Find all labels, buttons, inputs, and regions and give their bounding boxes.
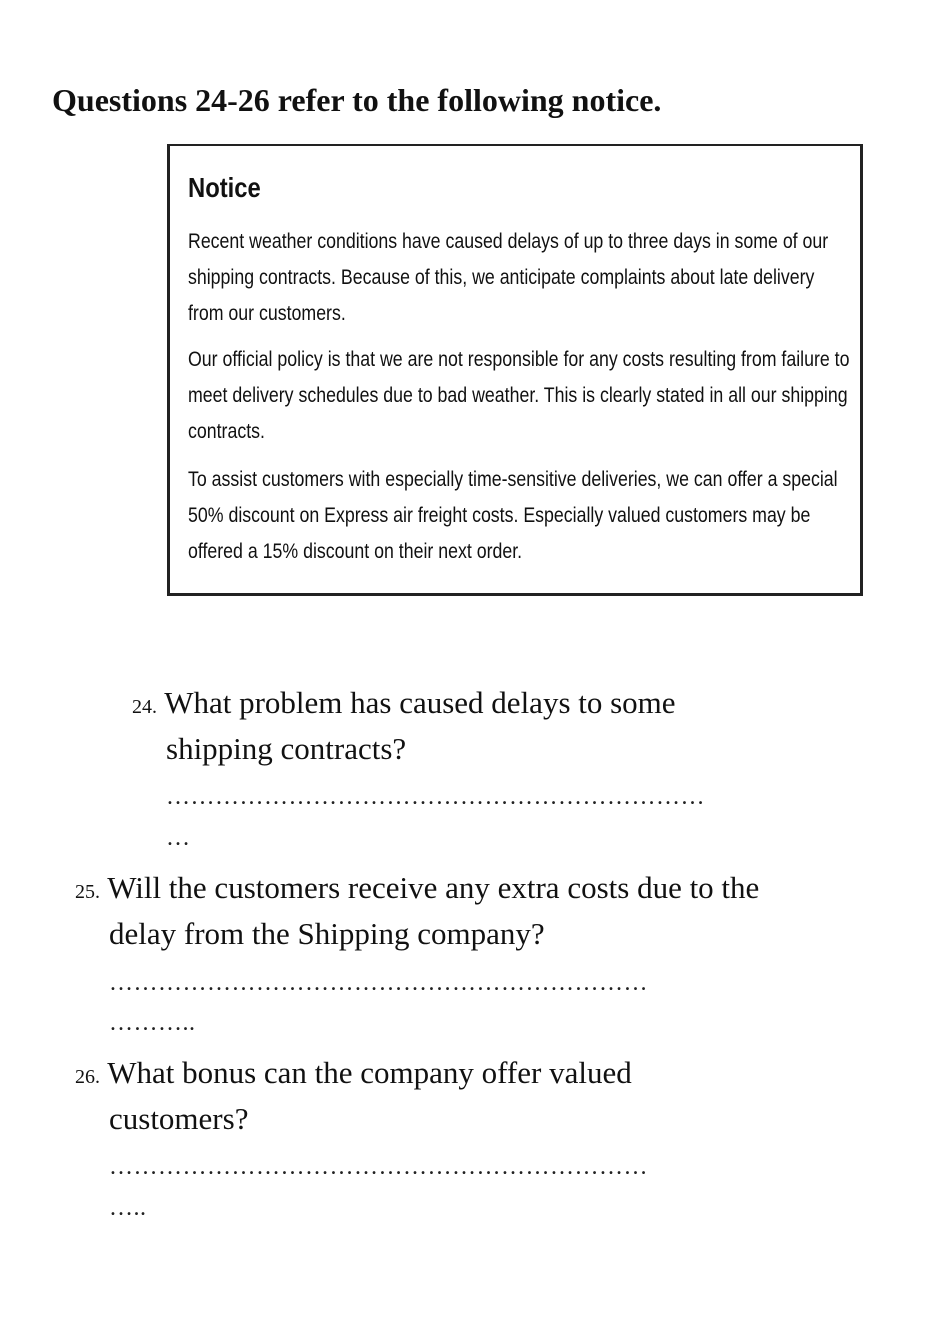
- answer-line-24-continued[interactable]: …: [166, 825, 191, 851]
- question-24-line-2: shipping contracts?: [166, 731, 407, 766]
- notice-box: [167, 144, 863, 596]
- question-26-line-1: [75, 1052, 632, 1098]
- notice-text-line: contracts.: [188, 420, 265, 443]
- notice-paragraph-2: [188, 342, 850, 450]
- question-text: What problem has caused delays to some: [164, 685, 676, 720]
- answer-line-25[interactable]: …………………………………………………………: [109, 970, 648, 996]
- answer-line-26-continued[interactable]: …..: [109, 1195, 147, 1221]
- answer-line-25-continued[interactable]: ………..: [109, 1010, 196, 1036]
- question-25-line-1: [75, 867, 759, 913]
- answer-line-26[interactable]: …………………………………………………………: [109, 1154, 648, 1180]
- question-number: 25.: [75, 881, 100, 903]
- notice-paragraph-1: [188, 224, 839, 332]
- question-25-line-2: delay from the Shipping company?: [109, 916, 545, 951]
- notice-text-line: 50% discount on Express air freight costs. Especially valued customers may be: [188, 504, 811, 527]
- notice-paragraph-3: [188, 462, 839, 570]
- notice-text-line: meet delivery schedules due to bad weather. This is clearly stated in all our shipping: [188, 384, 848, 407]
- question-26: [75, 1052, 632, 1139]
- question-24: [132, 682, 676, 769]
- notice-text-line: shipping contracts. Because of this, we anticipate complaints about late delivery: [188, 266, 815, 289]
- notice-text-line: from our customers.: [188, 302, 346, 325]
- answer-line-24[interactable]: …………………………………………………………: [166, 784, 705, 810]
- notice-text-line: Our official policy is that we are not responsible for any costs resulting from failure to: [188, 348, 850, 371]
- question-25: [75, 867, 759, 954]
- question-24-line-1: [132, 682, 676, 728]
- question-text: Will the customers receive any extra costs due to the: [107, 870, 760, 905]
- notice-title: Notice: [188, 172, 261, 203]
- question-number: 26.: [75, 1066, 100, 1088]
- notice-text-line: To assist customers with especially time-sensitive deliveries, we can offer a special: [188, 468, 838, 491]
- page-heading: Questions 24-26 refer to the following notice.: [52, 82, 662, 118]
- question-26-line-2: customers?: [109, 1101, 249, 1136]
- question-text: What bonus can the company offer valued: [107, 1055, 632, 1090]
- notice-text-line: Recent weather conditions have caused delays of up to three days in some of our: [188, 230, 829, 253]
- question-number: 24.: [132, 696, 157, 718]
- notice-text-line: offered a 15% discount on their next order.: [188, 540, 523, 563]
